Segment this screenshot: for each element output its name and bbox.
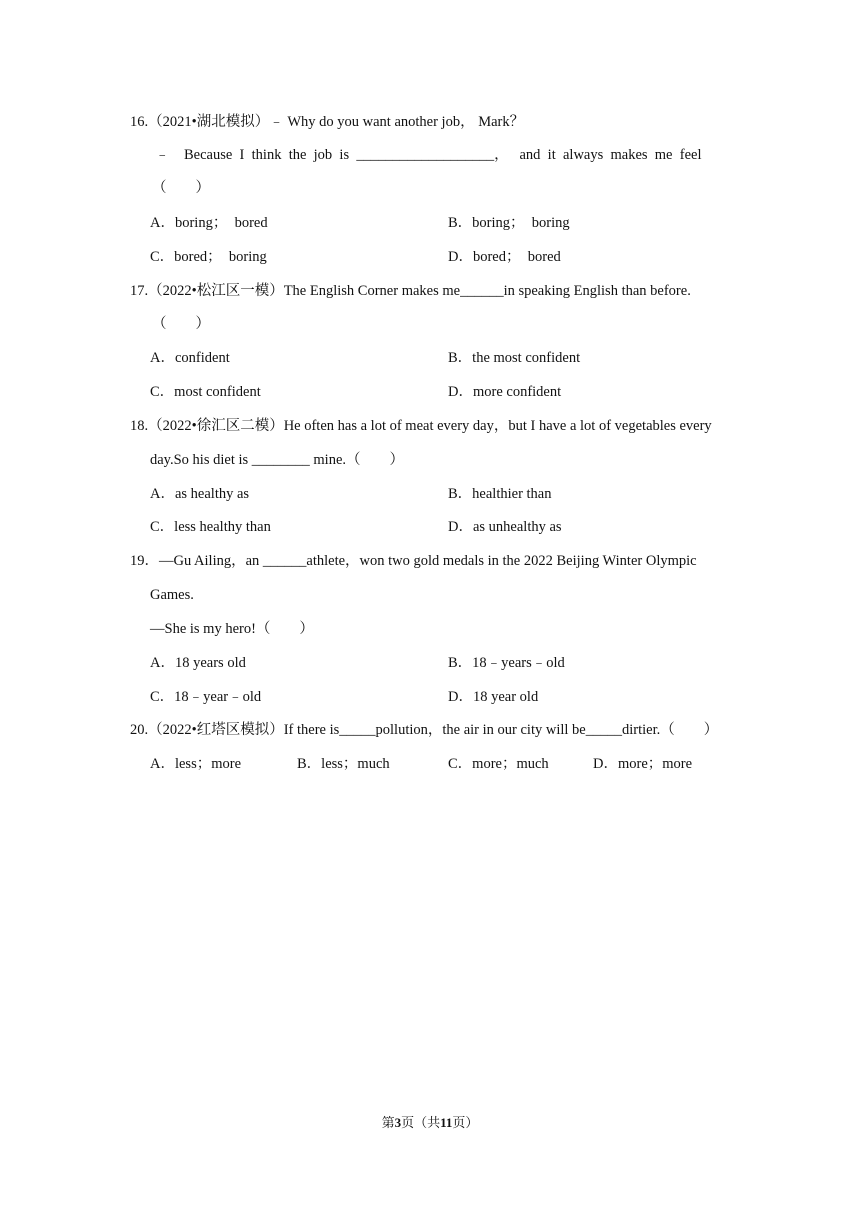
question-16-stem: 16.（2021•湖北模拟）﹣ Why do you want another job， Mark？ <box>130 114 525 130</box>
question-16-option-a[interactable]: A．boring； bored <box>150 215 268 231</box>
question-17-stem: 17.（2022•松江区一模）The English Corner makes me______in speaking English than before. <box>130 283 691 299</box>
question-19-option-b[interactable]: B．18﹣years﹣old <box>448 655 565 671</box>
question-19-option-c[interactable]: C．18﹣year﹣old <box>150 689 262 705</box>
question-18-stem: 18.（2022•徐汇区二模）He often has a lot of meat every day，but I have a lot of vegetables every <box>130 418 712 434</box>
question-18-option-b[interactable]: B．healthier than <box>448 486 552 502</box>
question-20-option-b[interactable]: B．less；much <box>297 756 390 772</box>
question-19-reply: —She is my hero!（ ） <box>150 621 314 637</box>
question-20-option-d[interactable]: D．more；more <box>593 756 693 772</box>
footer-page-number: 3 <box>394 1115 402 1130</box>
question-16-stem-cont: ﹣ Because I think the job is ___________________， and it always makes me feel <box>155 147 702 163</box>
question-20-option-c[interactable]: C．more；much <box>448 756 549 772</box>
question-18-option-d[interactable]: D．as unhealthy as <box>448 519 562 535</box>
footer-prefix: 第 <box>381 1115 395 1130</box>
question-19-option-d[interactable]: D．18 year old <box>448 689 539 705</box>
question-17-option-d[interactable]: D．more confident <box>448 384 562 400</box>
question-17-option-b[interactable]: B．the most confident <box>448 350 581 366</box>
question-16-option-c[interactable]: C．bored； boring <box>150 249 267 265</box>
question-19-option-a[interactable]: A．18 years old <box>150 655 246 671</box>
question-18-option-c[interactable]: C．less healthy than <box>150 519 271 535</box>
question-18-option-a[interactable]: A．as healthy as <box>150 486 250 502</box>
question-20-stem: 20.（2022•红塔区模拟）If there is_____pollution，the air in our city will be_____dirtier.（ ） <box>130 722 719 738</box>
question-17-answer-bracket: （ ） <box>152 316 210 332</box>
question-16-option-b[interactable]: B．boring； boring <box>448 215 570 231</box>
footer-suffix: 页） <box>452 1115 479 1130</box>
footer-total-pages: 11 <box>440 1115 453 1130</box>
question-19-stem: 19．—Gu Ailing，an ______athlete，won two gold medals in the 2022 Beijing Winter Olympic <box>130 553 697 569</box>
question-17-option-a[interactable]: A．confident <box>150 350 230 366</box>
question-20-option-a[interactable]: A．less；more <box>150 756 242 772</box>
page-footer <box>0 1112 860 1131</box>
question-18-stem-cont: day.So his diet is ________ mine.（ ） <box>150 452 405 468</box>
question-16-answer-bracket: （ ） <box>152 180 210 196</box>
question-16-option-d[interactable]: D．bored； bored <box>448 249 561 265</box>
question-17-option-c[interactable]: C．most confident <box>150 384 261 400</box>
question-19-stem-cont: Games. <box>150 587 194 603</box>
footer-middle: 页（共 <box>401 1115 441 1130</box>
